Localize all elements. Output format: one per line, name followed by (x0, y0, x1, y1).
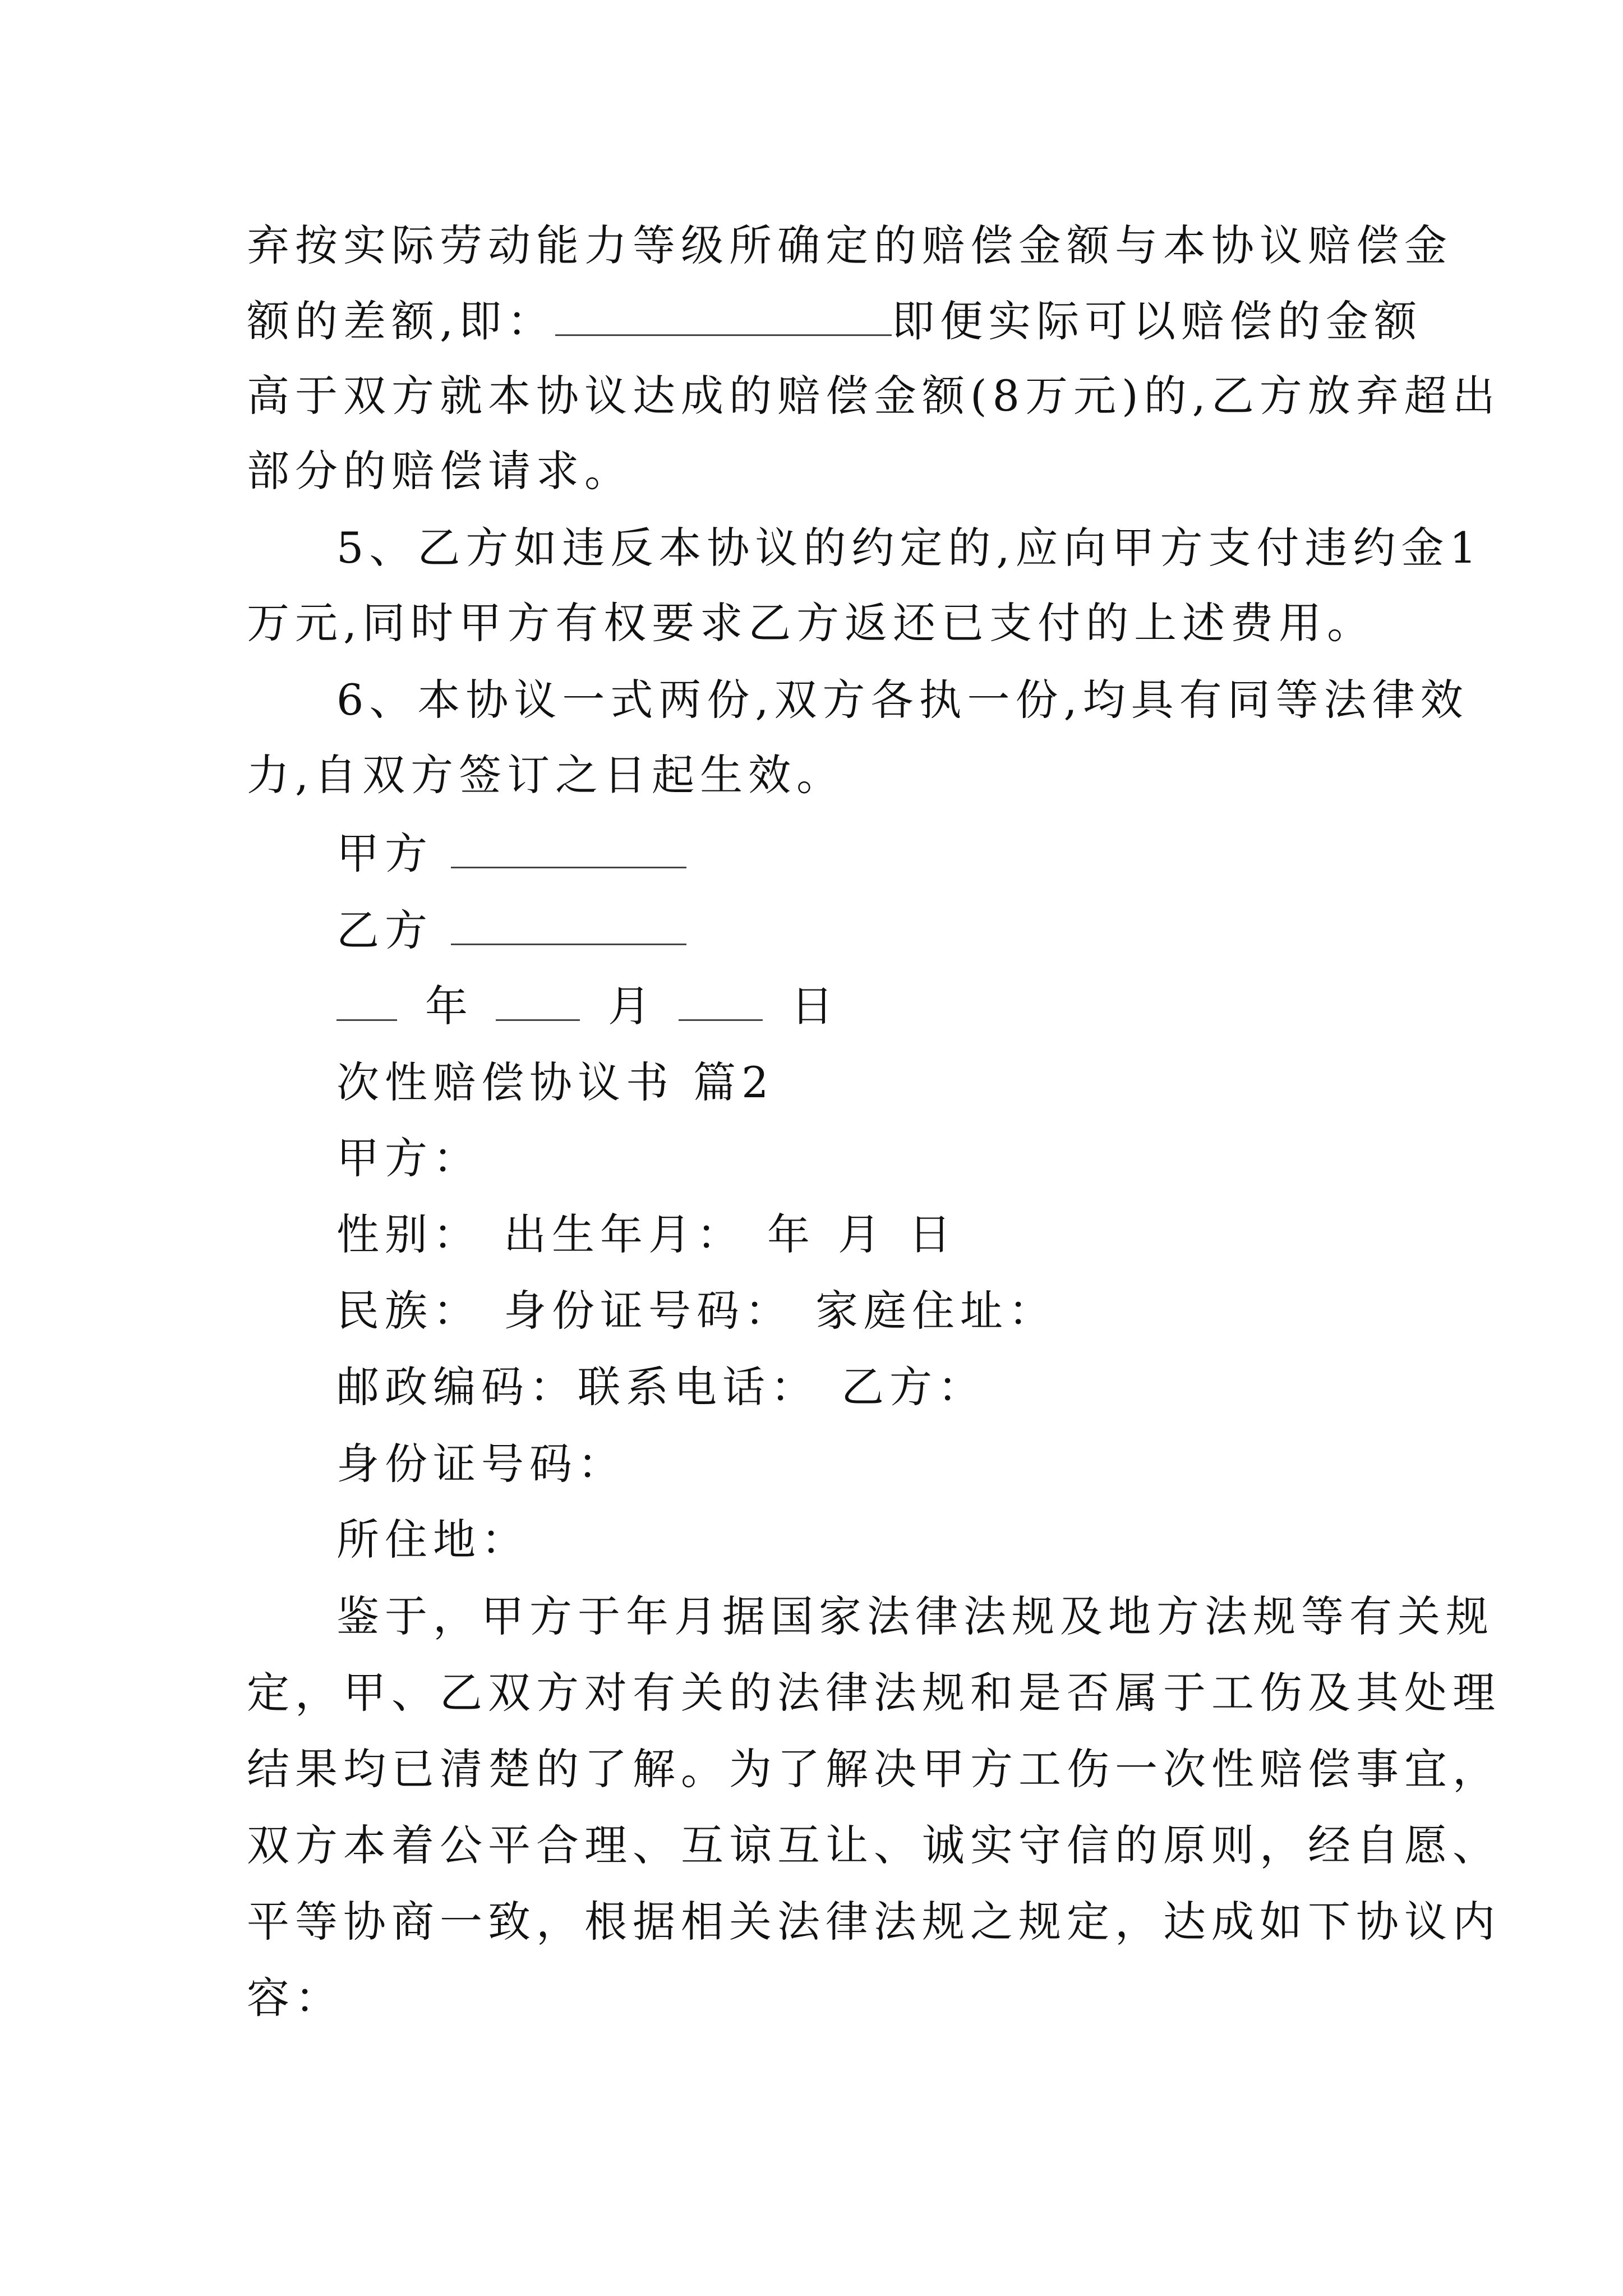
party-a-signature-label: 甲方 (336, 829, 433, 878)
recital-line-3: 结果均已清楚的了解。为了解决甲方工伤一次性赔偿事宜， (247, 1744, 1501, 1794)
recital-line-4: 双方本着公平合理、互谅互让、诚实守信的原则，经自愿、 (247, 1820, 1501, 1870)
body-line-2-start: 额的差额,即： (247, 296, 556, 346)
date-line (336, 978, 839, 1034)
body-line-4: 部分的赔偿请求。 (247, 446, 633, 496)
clause-6-line-1: 6、本协议一式两份,双方各执一份,均具有同等法律效 (336, 675, 1469, 725)
amount-blank (555, 293, 892, 336)
recital-line-1: 鉴于，甲方于年月据国家法律法规及地方法规等有关规 (336, 1591, 1494, 1641)
day-label: 日 (791, 981, 839, 1031)
body-line-3: 高于双方就本协议达成的赔偿金额(8万元)的,乙方放弃超出 (247, 371, 1501, 421)
party-a-signature-blank (451, 825, 686, 868)
day-blank (679, 978, 763, 1021)
body-line-2-end: 即便实际可以赔偿的金额 (892, 296, 1423, 346)
clause-5-line-1: 5、乙方如违反本协议的约定的,应向甲方支付违约金1 (336, 523, 1482, 573)
section-title: 次性赔偿协议书 篇2 (336, 1057, 774, 1107)
party-b-signature-label: 乙方 (336, 905, 433, 955)
party-a-signature-line (336, 825, 686, 882)
residence-line: 所住地： (336, 1515, 529, 1565)
home-address-label: 家庭住址： (815, 1286, 1057, 1336)
party-b-signature-line (336, 902, 686, 959)
birth-month-label: 月 (838, 1209, 886, 1259)
gender-label: 性别： (336, 1209, 481, 1259)
birth-year-label: 年 (767, 1209, 815, 1259)
body-line-2 (247, 293, 1422, 349)
month-label: 月 (608, 981, 656, 1031)
birth-day-label: 日 (909, 1209, 957, 1259)
ethnicity-id-address-line (336, 1283, 1057, 1339)
month-blank (496, 978, 580, 1021)
party-b-signature-blank (451, 902, 686, 945)
body-line-1: 弃按实际劳动能力等级所确定的赔偿金额与本协议赔偿金 (247, 220, 1453, 270)
party-b-heading: 乙方： (841, 1362, 986, 1412)
recital-line-5: 平等协商一致，根据相关法律法规之规定，达成如下协议内 (247, 1897, 1501, 1947)
postal-phone-label: 邮政编码：联系电话： (336, 1362, 819, 1412)
year-blank (336, 978, 397, 1021)
party-a-heading: 甲方： (336, 1133, 481, 1183)
clause-5-line-2: 万元,同时甲方有权要求乙方返还已支付的上述费用。 (247, 598, 1376, 648)
gender-birth-line (336, 1207, 957, 1263)
recital-line-6: 容： (247, 1973, 343, 2023)
year-label: 年 (425, 981, 473, 1031)
birth-label: 出生年月： (504, 1209, 745, 1259)
party-b-id-line: 身份证号码： (336, 1439, 626, 1489)
clause-6-line-2: 力,自双方签订之日起生效。 (247, 750, 845, 800)
ethnicity-label: 民族： (336, 1286, 481, 1336)
postal-phone-line (336, 1359, 986, 1415)
recital-line-2: 定，甲、乙双方对有关的法律法规和是否属于工伤及其处理 (247, 1668, 1501, 1718)
id-number-label: 身份证号码： (504, 1286, 793, 1336)
